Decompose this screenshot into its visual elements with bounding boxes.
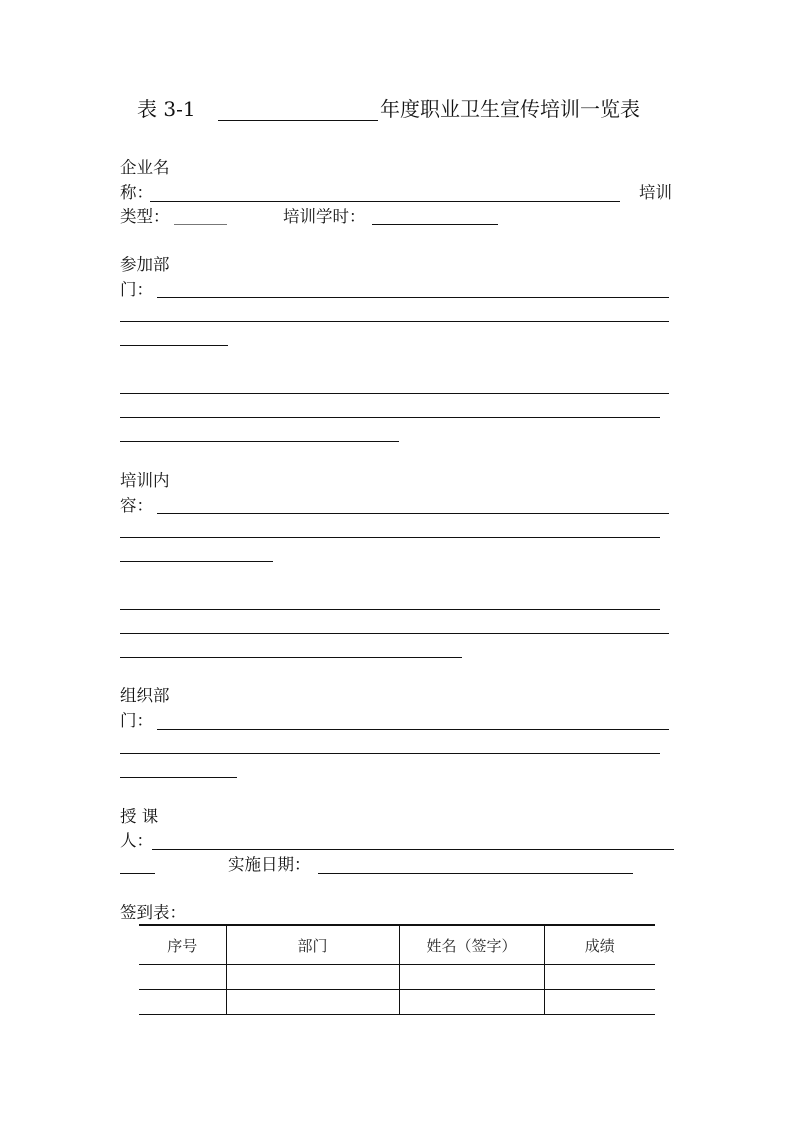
training-type-label-line1: 培训 <box>639 183 672 202</box>
instructor-line-2[interactable] <box>120 873 155 874</box>
organizing-dept-label-line1: 组织部 <box>120 686 170 705</box>
organizing-dept-line-3[interactable] <box>120 777 237 778</box>
instructor-label-line2: 人： <box>120 831 153 850</box>
cell-department[interactable] <box>226 965 399 990</box>
year-blank-field[interactable] <box>218 120 378 121</box>
table-row <box>139 965 655 990</box>
column-header-number: 序号 <box>139 925 226 965</box>
training-content-label-line1: 培训内 <box>120 471 170 490</box>
implementation-date-label: 实施日期： <box>228 855 311 874</box>
cell-score[interactable] <box>544 990 655 1015</box>
column-header-name-signature: 姓名（签字） <box>399 925 544 965</box>
training-content-line-2[interactable] <box>120 537 660 538</box>
table-row <box>139 990 655 1015</box>
organizing-dept-line-1[interactable] <box>157 729 669 730</box>
sign-in-label: 签到表： <box>120 903 186 922</box>
table-header-row <box>139 925 655 965</box>
cell-score[interactable] <box>544 965 655 990</box>
company-name-label-line1: 企业名 <box>120 158 170 177</box>
participating-dept-line-5[interactable] <box>120 417 660 418</box>
training-hours-label: 培训学时： <box>283 207 366 226</box>
training-content-line-1[interactable] <box>157 513 669 514</box>
instructor-line-1[interactable] <box>152 849 674 850</box>
document-title: 年度职业卫生宣传培训一览表 <box>380 97 640 121</box>
column-header-score: 成绩 <box>544 925 655 965</box>
company-name-label-line2: 称： <box>120 183 153 202</box>
participating-dept-label-line2: 门： <box>120 280 153 299</box>
company-name-field[interactable] <box>150 201 620 202</box>
instructor-label-line1: 授 课 <box>120 807 159 826</box>
column-header-department: 部门 <box>226 925 399 965</box>
training-content-line-5[interactable] <box>120 633 669 634</box>
participating-dept-line-3[interactable] <box>120 345 228 346</box>
participating-dept-line-2[interactable] <box>120 321 669 322</box>
training-type-field[interactable] <box>174 224 227 225</box>
participating-dept-line-6[interactable] <box>120 441 399 442</box>
training-type-label-line2: 类型： <box>120 207 170 226</box>
cell-name-signature[interactable] <box>399 965 544 990</box>
organizing-dept-label-line2: 门： <box>120 711 153 730</box>
training-content-line-4[interactable] <box>120 609 660 610</box>
table-number: 表 3-1 <box>137 97 196 121</box>
organizing-dept-line-2[interactable] <box>120 753 660 754</box>
training-content-line-6[interactable] <box>120 657 462 658</box>
sign-in-table <box>139 924 655 1015</box>
training-hours-field[interactable] <box>372 224 498 225</box>
participating-dept-line-1[interactable] <box>157 297 669 298</box>
cell-number[interactable] <box>139 965 226 990</box>
cell-department[interactable] <box>226 990 399 1015</box>
training-content-label-line2: 容： <box>120 496 153 515</box>
implementation-date-field[interactable] <box>318 873 633 874</box>
cell-name-signature[interactable] <box>399 990 544 1015</box>
participating-dept-label-line1: 参加部 <box>120 255 170 274</box>
participating-dept-line-4[interactable] <box>120 393 669 394</box>
training-content-line-3[interactable] <box>120 561 273 562</box>
cell-number[interactable] <box>139 990 226 1015</box>
